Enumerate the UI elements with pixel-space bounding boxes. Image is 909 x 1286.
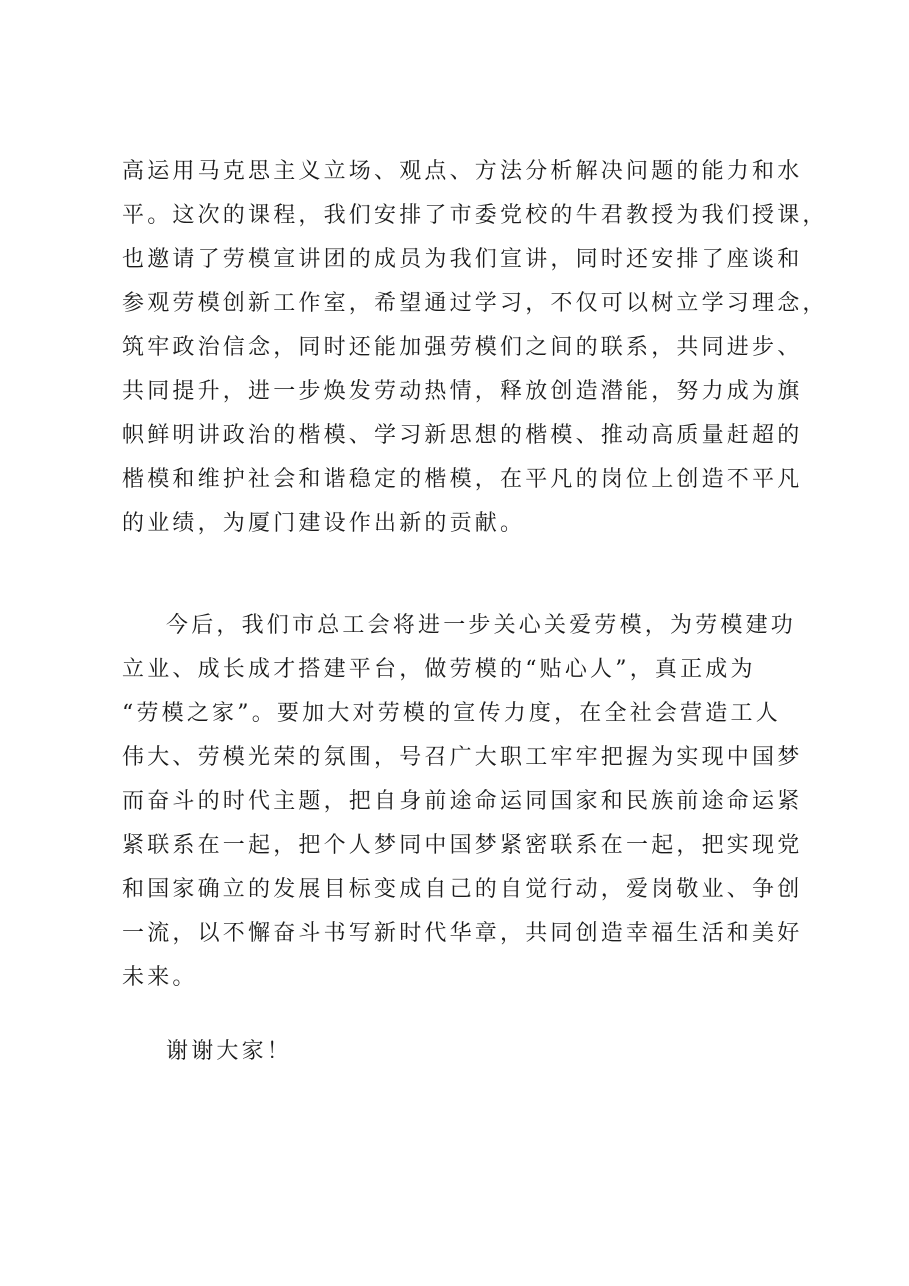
paragraph-line: 立业、成长成才搭建平台，做劳模的“贴心人”，真正成为 [122, 657, 756, 682]
paragraph-line: 参观劳模创新工作室，希望通过学习，不仅可以树立学习理念， [122, 291, 828, 316]
paragraph-2 [122, 604, 803, 1000]
paragraph-line: 紧联系在一起，把个人梦同中国梦紧密联系在一起，把实现党 [122, 833, 803, 858]
paragraph-line: 伟大、劳模光荣的氛围，号召广大职工牢牢把握为实现中国梦 [122, 745, 803, 770]
paragraph-1 [122, 150, 828, 546]
paragraph-line: 筑牢政治信念，同时还能加强劳模们之间的联系，共同进步、 [122, 335, 803, 360]
paragraph-line: 也邀请了劳模宣讲团的成员为我们宣讲，同时还安排了座谈和 [122, 247, 803, 272]
paragraph-line: 而奋斗的时代主题，把自身前途命运同国家和民族前途命运紧 [122, 789, 803, 814]
paragraph-line: 高运用马克思主义立场、观点、方法分析解决问题的能力和水 [122, 159, 803, 184]
paragraph-line: 楷模和维护社会和谐稳定的楷模，在平凡的岗位上创造不平凡 [122, 467, 803, 492]
paragraph-line: 的业绩，为厦门建设作出新的贡献。 [122, 511, 526, 536]
paragraph-line: 今后，我们市总工会将进一步关心关爱劳模，为劳模建功 [166, 613, 797, 638]
paragraph-line: 平。这次的课程，我们安排了市委党校的牛君教授为我们授课， [122, 203, 828, 228]
paragraph-line: 和国家确立的发展目标变成自己的自觉行动，爱岗敬业、争创 [122, 877, 803, 902]
closing-line: 谢谢大家！ [166, 1039, 293, 1064]
paragraph-line: 共同提升，进一步焕发劳动热情，释放创造潜能，努力成为旗 [122, 379, 803, 404]
paragraph-line: “劳模之家”。要加大对劳模的宣传力度，在全社会营造工人 [122, 701, 781, 726]
paragraph-line: 帜鲜明讲政治的楷模、学习新思想的楷模、推动高质量赶超的 [122, 423, 803, 448]
paragraph-line: 未来。 [122, 965, 198, 990]
paragraph-line: 一流，以不懈奋斗书写新时代华章，共同创造幸福生活和美好 [122, 921, 803, 946]
